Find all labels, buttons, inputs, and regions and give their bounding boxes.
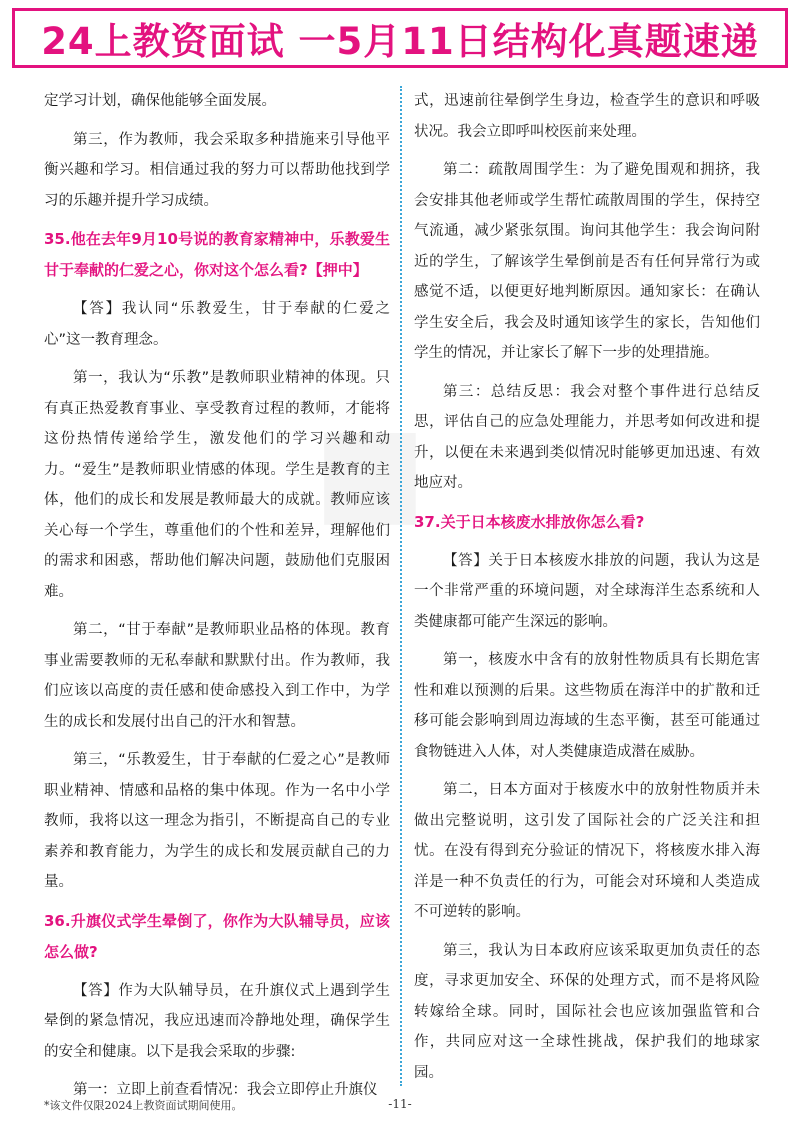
question-37-heading: 37.关于日本核废水排放你怎么看? bbox=[414, 512, 645, 531]
paragraph: 定学习计划，确保他能够全面发展。 bbox=[44, 93, 276, 109]
left-column bbox=[44, 86, 390, 1114]
footer-note: *该文件仅限2024上教资面试期间使用。 bbox=[44, 1099, 243, 1112]
right-column bbox=[414, 86, 760, 1096]
paragraph: 第三，作为教师，我会采取多种措施来引导他平衡兴趣和学习。相信通过我的努力可以帮助他找到学习的乐趣并提升学习成绩。 bbox=[44, 131, 390, 209]
paragraph: 第一：立即上前查看情况：我会立即停止升旗仪 bbox=[73, 1082, 378, 1098]
page-title: 24上教资面试 一5月11日结构化真题速递 bbox=[41, 20, 759, 63]
title-banner bbox=[12, 8, 788, 68]
paragraph: 式，迅速前往晕倒学生身边，检查学生的意识和呼吸状况。我会立即呼叫校医前来处理。 bbox=[414, 93, 760, 140]
paragraph: 第三，“乐教爱生，甘于奉献的仁爱之心”是教师职业精神、情感和品格的集中体现。作为一名中小学教师，我将以这一理念为指引，不断提高自己的专业素养和教育能力，为学生的成长和发展贡献自己的力量。 bbox=[44, 752, 390, 890]
paragraph: 第二：疏散周围学生：为了避免围观和拥挤，我会安排其他老师或学生帮忙疏散周围的学生，保持空气流通，减少紧张氛围。询问其他学生：我会询问附近的学生，了解该学生晕倒前是否有任何异常行为或感觉不适，以便更好地判断原因。通知家长：在确认学生安全后，我会及时通知该学生的家长，告知他们学生的情况，并让家长了解下一步的处理措施。 bbox=[414, 162, 760, 361]
question-35-heading: 35.他在去年9月10号说的教育家精神中，乐教爱生甘于奉献的仁爱之心，你对这个怎么看?【押中】 bbox=[44, 230, 390, 279]
paragraph: 第二，“甘于奉献”是教师职业品格的体现。教育事业需要教师的无私奉献和默默付出。作为教师，我们应该以高度的责任感和使命感投入到工作中，为学生的成长和发展付出自己的汗水和智慧。 bbox=[44, 622, 390, 730]
paragraph: 第三：总结反思：我会对整个事件进行总结反思，评估自己的应急处理能力，并思考如何改进和提升，以便在未来遇到类似情况时能够更加迅速、有效地应对。 bbox=[414, 383, 760, 491]
paragraph: 第一，我认为“乐教”是教师职业精神的体现。只有真正热爱教育事业、享受教育过程的教师，才能将这份热情传递给学生，激发他们的学习兴趣和动力。“爱生”是教师职业情感的体现。学生是教育的主体，他们的成长和发展是教师最大的成就。教师应该关心每一个学生，尊重他们的个性和差异，理解他们的需求和困惑，帮助他们解决问题，鼓励他们克服困难。 bbox=[44, 370, 390, 600]
question-36-heading: 36.升旗仪式学生晕倒了，你作为大队辅导员，应该怎么做? bbox=[44, 911, 390, 961]
paragraph: 第二，日本方面对于核废水中的放射性物质并未做出完整说明，这引发了国际社会的广泛关注和担忧。在没有得到充分验证的情况下，将核废水排入海洋是一种不负责任的行为，可能会对环境和人类造成不可逆转的影响。 bbox=[414, 782, 760, 920]
answer-paragraph: 【答】关于日本核废水排放的问题，我认为这是一个非常严重的环境问题，对全球海洋生态系统和人类健康都可能产生深远的影响。 bbox=[414, 552, 760, 630]
paragraph: 第三，我认为日本政府应该采取更加负责任的态度，寻求更加安全、环保的处理方式，而不是将风险转嫁给全球。同时，国际社会也应该加强监管和合作，共同应对这一全球性挑战，保护我们的地球家园。 bbox=[414, 942, 760, 1081]
answer-paragraph: 【答】作为大队辅导员，在升旗仪式上遇到学生晕倒的紧急情况，我应迅速而冷静地处理，确保学生的安全和健康。以下是我会采取的步骤: bbox=[44, 982, 390, 1060]
column-divider bbox=[400, 86, 402, 1086]
paragraph: 第一，核废水中含有的放射性物质具有长期危害性和难以预测的后果。这些物质在海洋中的扩散和迁移可能会影响到周边海域的生态平衡，甚至可能通过食物链进入人体，对人类健康造成潜在威胁。 bbox=[414, 652, 760, 760]
answer-paragraph: 【答】我认同“乐教爱生，甘于奉献的仁爱之心”这一教育理念。 bbox=[44, 301, 390, 348]
page-number: -11- bbox=[388, 1097, 412, 1111]
